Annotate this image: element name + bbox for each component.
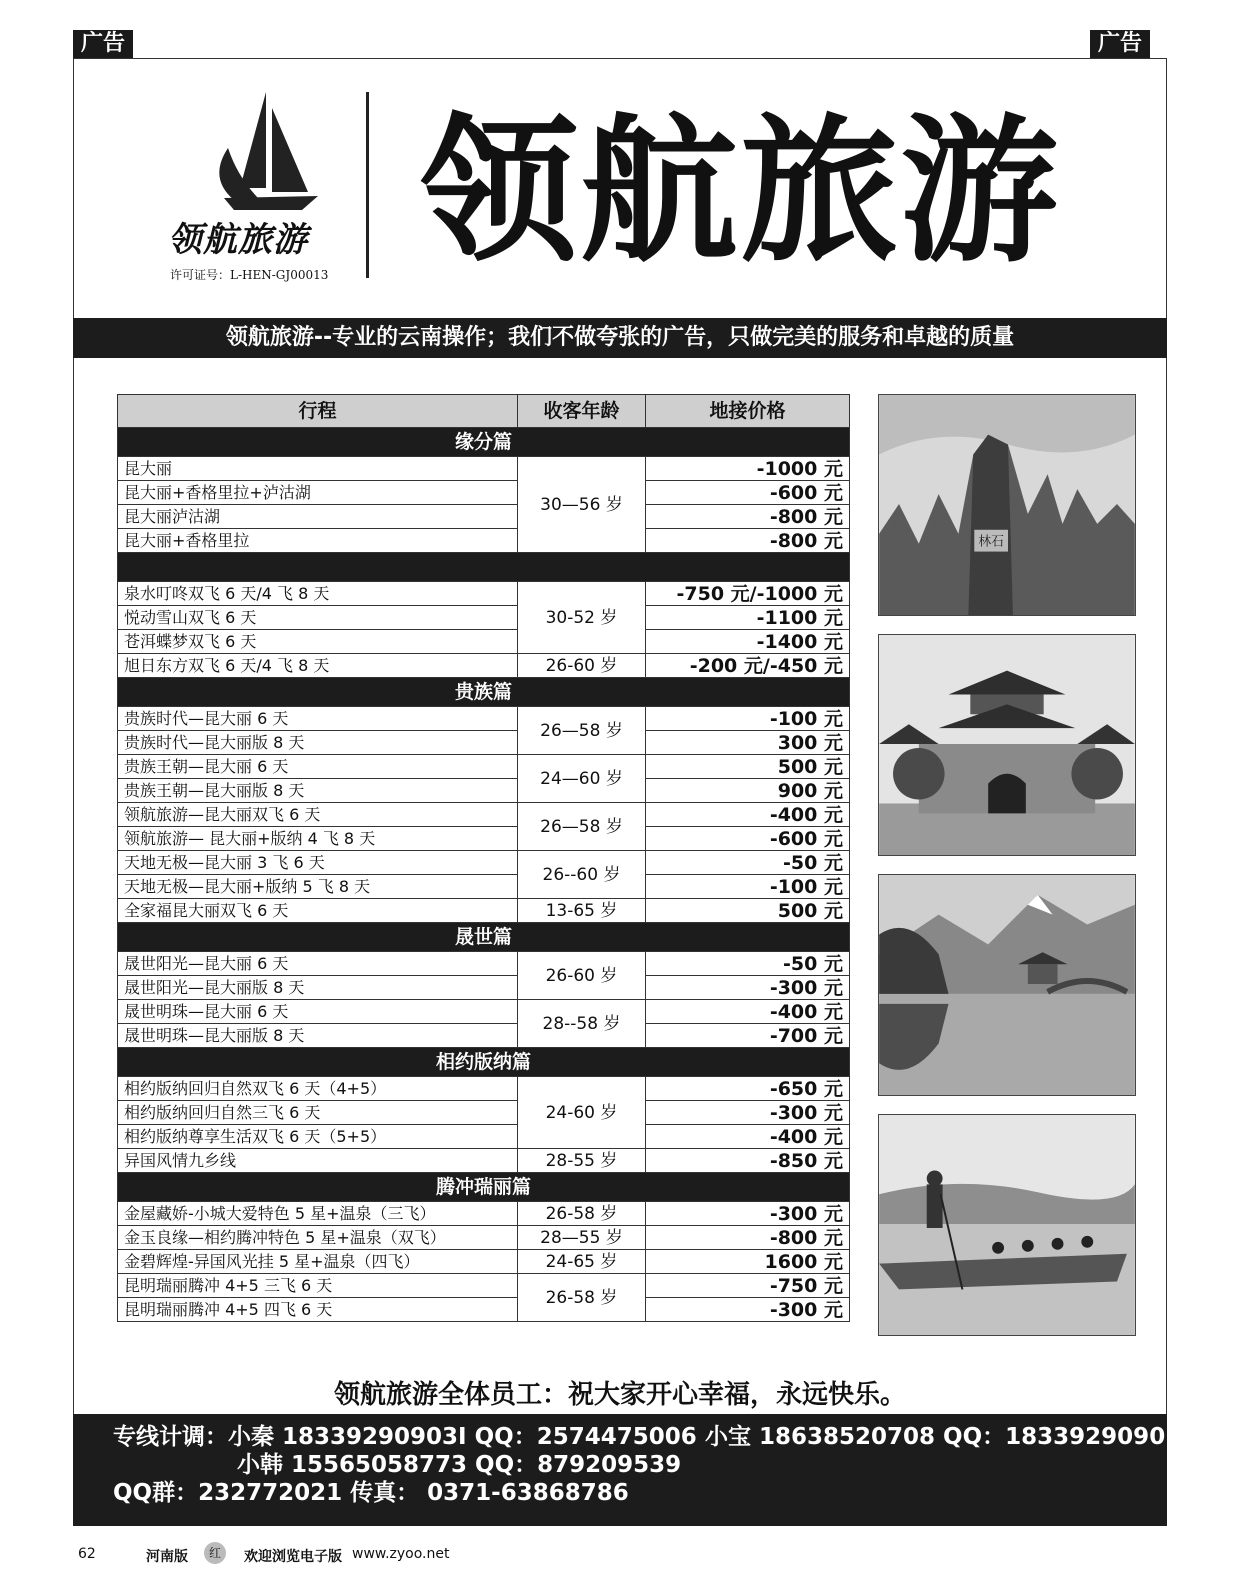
route-cell: 晟世阳光—昆大丽版 8 天 (118, 976, 518, 1000)
contact-line-1a: 专线计调：小秦 18339290903I QQ：2574475006 (113, 1424, 697, 1450)
table-row (118, 1149, 850, 1173)
table-row (118, 731, 850, 755)
price-cell: -800 元 (646, 529, 850, 553)
route-cell: 天地无极—昆大丽+版纳 5 飞 8 天 (118, 875, 518, 899)
stone-forest-photo (878, 394, 1136, 616)
route-cell: 泉水叮咚双飞 6 天/4 飞 8 天 (118, 582, 518, 606)
table-row (118, 1298, 850, 1322)
price-cell: 900 元 (646, 779, 850, 803)
price-cell: 1600 元 (646, 1250, 850, 1274)
table-row (118, 1274, 850, 1298)
age-cell: 28—55 岁 (518, 1226, 646, 1250)
price-cell: -200 元/-450 元 (646, 654, 850, 678)
table-row (118, 481, 850, 505)
age-cell: 26-58 岁 (518, 1202, 646, 1226)
route-cell: 昆大丽+香格里拉 (118, 529, 518, 553)
table-row (118, 779, 850, 803)
price-cell: -700 元 (646, 1024, 850, 1048)
table-row (118, 606, 850, 630)
price-cell: -50 元 (646, 851, 850, 875)
price-cell: -750 元 (646, 1274, 850, 1298)
contact-line-2: 小韩 15565058773 QQ：879209539 (237, 1452, 682, 1478)
table-row (118, 851, 850, 875)
table-row (118, 1077, 850, 1101)
brand-title: 领航旅游 (420, 100, 1060, 284)
section-title (118, 553, 850, 582)
table-row (118, 630, 850, 654)
table-row (118, 654, 850, 678)
table-row (118, 1101, 850, 1125)
table-row (118, 755, 850, 779)
page-number: 62 (78, 1546, 96, 1562)
section-title: 晟世篇 (118, 923, 850, 952)
price-cell: -50 元 (646, 952, 850, 976)
table-row (118, 707, 850, 731)
route-cell: 昆明瑞丽腾冲 4+5 四飞 6 天 (118, 1298, 518, 1322)
route-cell: 异国风情九乡线 (118, 1149, 518, 1173)
route-cell: 领航旅游— 昆大丽+版纳 4 飞 8 天 (118, 827, 518, 851)
routes-table (117, 394, 850, 1322)
price-cell: -850 元 (646, 1149, 850, 1173)
ad-tag-right: 广告 (1090, 30, 1150, 58)
price-cell: 300 元 (646, 731, 850, 755)
route-cell: 旭日东方双飞 6 天/4 飞 8 天 (118, 654, 518, 678)
header-divider (366, 92, 369, 278)
section-row (118, 553, 850, 582)
section-row (118, 923, 850, 952)
route-cell: 悦动雪山双飞 6 天 (118, 606, 518, 630)
price-cell: -300 元 (646, 1101, 850, 1125)
stone-forest-sign: 林石 (978, 534, 1005, 550)
fisherman-boat-photo (878, 1114, 1136, 1336)
price-cell: -600 元 (646, 827, 850, 851)
price-cell: -800 元 (646, 1226, 850, 1250)
route-cell: 昆大丽泸沽湖 (118, 505, 518, 529)
edition-badge: 红 (204, 1542, 226, 1564)
route-cell: 金屋藏娇-小城大爱特色 5 星+温泉（三飞） (118, 1202, 518, 1226)
price-cell: -1400 元 (646, 630, 850, 654)
route-cell: 相约版纳尊享生活双飞 6 天（5+5） (118, 1125, 518, 1149)
route-cell: 昆大丽 (118, 457, 518, 481)
route-cell: 贵族王朝—昆大丽版 8 天 (118, 779, 518, 803)
age-cell: 24-60 岁 (518, 1077, 646, 1149)
col-header-price: 地接价格 (646, 395, 850, 428)
price-cell: -300 元 (646, 976, 850, 1000)
contact-bar (73, 1414, 1182, 1526)
route-cell: 昆大丽+香格里拉+泸沽湖 (118, 481, 518, 505)
col-header-route: 行程 (118, 395, 518, 428)
logo-wordmark: 领航旅游 (168, 220, 308, 260)
table-row (118, 976, 850, 1000)
license-number: 许可证号：L-HEN-GJ00013 (170, 268, 329, 282)
table-row (118, 582, 850, 606)
route-cell: 贵族王朝—昆大丽 6 天 (118, 755, 518, 779)
contact-line-1b: 小宝 18638520708 QQ：18339290901 (705, 1424, 1182, 1450)
age-cell: 24—60 岁 (518, 755, 646, 803)
section-title: 相约版纳篇 (118, 1048, 850, 1077)
closing-greeting: 领航旅游全体员工：祝大家开心幸福，永远快乐。 (333, 1380, 906, 1410)
ad-tag-left: 广告 (73, 30, 133, 58)
price-cell: -650 元 (646, 1077, 850, 1101)
route-cell: 金碧辉煌-异国风光挂 5 星+温泉（四飞） (118, 1250, 518, 1274)
table-row (118, 1226, 850, 1250)
route-cell: 天地无极—昆大丽 3 飞 6 天 (118, 851, 518, 875)
age-cell: 26--60 岁 (518, 851, 646, 899)
table-row (118, 803, 850, 827)
age-cell: 30-52 岁 (518, 582, 646, 654)
route-cell: 全家福昆大丽双飞 6 天 (118, 899, 518, 923)
slogan-bar: 领航旅游--专业的云南操作；我们不做夸张的广告，只做完美的服务和卓越的质量 (73, 318, 1167, 358)
table-header-row (118, 395, 850, 428)
route-cell: 晟世明珠—昆大丽版 8 天 (118, 1024, 518, 1048)
table-row (118, 1000, 850, 1024)
age-cell: 26-60 岁 (518, 654, 646, 678)
age-cell: 24-65 岁 (518, 1250, 646, 1274)
price-cell: -1100 元 (646, 606, 850, 630)
ancient-gate-photo (878, 634, 1136, 856)
contact-line-3: QQ群：232772021 传真： 0371-63868786 (113, 1480, 629, 1506)
age-cell: 30—56 岁 (518, 457, 646, 553)
section-row (118, 678, 850, 707)
col-header-age: 收客年龄 (518, 395, 646, 428)
age-cell: 26-58 岁 (518, 1274, 646, 1322)
route-cell: 贵族时代—昆大丽版 8 天 (118, 731, 518, 755)
table-row (118, 952, 850, 976)
section-title: 腾冲瑞丽篇 (118, 1173, 850, 1202)
age-cell: 26—58 岁 (518, 707, 646, 755)
section-row (118, 1173, 850, 1202)
route-cell: 相约版纳回归自然三飞 6 天 (118, 1101, 518, 1125)
route-cell: 领航旅游—昆大丽双飞 6 天 (118, 803, 518, 827)
price-cell: -400 元 (646, 1125, 850, 1149)
table-row (118, 827, 850, 851)
site-link[interactable]: www.zyoo.net (352, 1546, 450, 1562)
route-cell: 晟世阳光—昆大丽 6 天 (118, 952, 518, 976)
price-cell: 500 元 (646, 755, 850, 779)
route-cell: 晟世明珠—昆大丽 6 天 (118, 1000, 518, 1024)
price-cell: -400 元 (646, 803, 850, 827)
table-row (118, 457, 850, 481)
table-row (118, 529, 850, 553)
route-cell: 相约版纳回归自然双飞 6 天（4+5） (118, 1077, 518, 1101)
edition-label: 河南版 (146, 1549, 188, 1565)
route-cell: 昆明瑞丽腾冲 4+5 三飞 6 天 (118, 1274, 518, 1298)
price-cell: -100 元 (646, 707, 850, 731)
section-row (118, 1048, 850, 1077)
section-row (118, 428, 850, 457)
price-cell: -300 元 (646, 1202, 850, 1226)
age-cell: 13-65 岁 (518, 899, 646, 923)
route-cell: 金玉良缘—相约腾冲特色 5 星+温泉（双飞） (118, 1226, 518, 1250)
price-cell: -100 元 (646, 875, 850, 899)
route-cell: 苍洱蝶梦双飞 6 天 (118, 630, 518, 654)
table-row (118, 875, 850, 899)
section-title: 缘分篇 (118, 428, 850, 457)
price-cell: -400 元 (646, 1000, 850, 1024)
price-cell: 500 元 (646, 899, 850, 923)
section-title: 贵族篇 (118, 678, 850, 707)
age-cell: 26-60 岁 (518, 952, 646, 1000)
welcome-text: 欢迎浏览电子版 (244, 1549, 342, 1565)
table-row (118, 899, 850, 923)
table-row (118, 1202, 850, 1226)
age-cell: 26—58 岁 (518, 803, 646, 851)
age-cell: 28-55 岁 (518, 1149, 646, 1173)
price-cell: -800 元 (646, 505, 850, 529)
table-row (118, 1250, 850, 1274)
price-cell: -300 元 (646, 1298, 850, 1322)
price-cell: -750 元/-1000 元 (646, 582, 850, 606)
table-row (118, 1125, 850, 1149)
table-row (118, 505, 850, 529)
price-cell: -600 元 (646, 481, 850, 505)
age-cell: 28--58 岁 (518, 1000, 646, 1048)
route-cell: 贵族时代—昆大丽 6 天 (118, 707, 518, 731)
price-cell: -1000 元 (646, 457, 850, 481)
lake-mountain-photo (878, 874, 1136, 1096)
table-row (118, 1024, 850, 1048)
